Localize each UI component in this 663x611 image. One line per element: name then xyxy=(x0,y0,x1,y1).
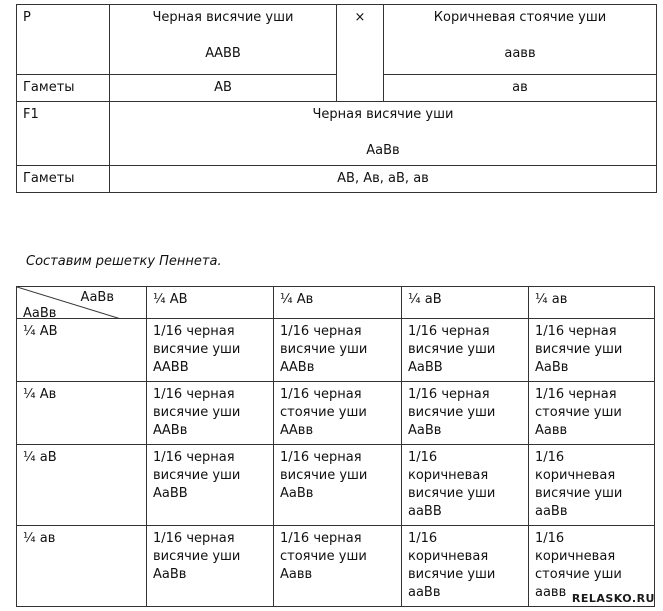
cell-line: АаВВ xyxy=(153,486,188,501)
gamete-father: ав xyxy=(384,75,657,102)
punnett-cell xyxy=(402,445,529,526)
cell-line: висячие уши xyxy=(280,342,368,357)
cell-line: 1/16 xyxy=(408,531,438,546)
row-header: ¼ АВ xyxy=(17,319,147,382)
punnett-cell xyxy=(274,445,402,526)
cell-line: висячие уши xyxy=(280,468,368,483)
row-header: ¼ аВ xyxy=(17,445,147,526)
f1-genotype: АаВв xyxy=(366,143,400,158)
cell-line: Аавв xyxy=(535,423,568,438)
cell-line: висячие уши xyxy=(153,549,241,564)
punnett-caption: Составим решетку Пеннета. xyxy=(26,254,222,269)
p-mother-genotype: ААВВ xyxy=(205,46,241,61)
p-father-phenotype: Коричневая стоячие уши xyxy=(433,10,607,25)
column-header: ¼ аВ xyxy=(402,287,529,319)
cell-line: висячие уши xyxy=(408,405,496,420)
cell-line: 1/16 черная xyxy=(535,324,617,339)
cell-line: ааВВ xyxy=(408,504,442,519)
cell-line: висячие уши xyxy=(408,342,496,357)
watermark: RELASKO.RU xyxy=(571,592,655,605)
row-header: ¼ Ав xyxy=(17,382,147,445)
cell-line: коричневая xyxy=(535,468,616,483)
row-header: ¼ ав xyxy=(17,526,147,607)
cell-line: коричневая xyxy=(535,549,616,564)
p-label: Р xyxy=(17,5,110,75)
cell-line: 1/16 черная xyxy=(280,387,362,402)
cell-line: ААВв xyxy=(153,423,188,438)
column-header: ¼ Ав xyxy=(274,287,402,319)
cell-line: стоячие уши xyxy=(535,405,622,420)
cell-line: ААВВ xyxy=(153,360,189,375)
cell-line: 1/16 xyxy=(535,531,565,546)
table-row xyxy=(17,319,655,382)
cell-line: висячие уши xyxy=(535,342,623,357)
cell-line: 1/16 черная xyxy=(280,450,362,465)
punnett-cell xyxy=(402,382,529,445)
cell-line: висячие уши xyxy=(153,468,241,483)
punnett-cell xyxy=(529,445,655,526)
cell-line: АаВВ xyxy=(408,360,443,375)
corner-top-label: АаВв xyxy=(80,290,114,305)
cell-line: 1/16 черная xyxy=(153,450,235,465)
cell-line: АаВв xyxy=(408,423,442,438)
cell-line: 1/16 черная xyxy=(153,531,235,546)
cell-line: 1/16 черная xyxy=(280,531,362,546)
punnett-cell xyxy=(529,319,655,382)
cross-table xyxy=(16,4,657,193)
cell-line: АаВв xyxy=(280,486,314,501)
punnett-cell xyxy=(147,382,274,445)
gametes-label: Гаметы xyxy=(17,75,110,102)
cell-line: АаВв xyxy=(535,360,569,375)
cell-line: ааВв xyxy=(535,504,568,519)
cell-line: ААвв xyxy=(280,423,314,438)
punnett-square xyxy=(16,286,655,607)
cell-line: висячие уши xyxy=(153,342,241,357)
cell-line: висячие уши xyxy=(408,567,496,582)
cross-symbol: × xyxy=(337,5,384,102)
punnett-cell xyxy=(402,319,529,382)
cell-line: стоячие уши xyxy=(280,549,367,564)
cell-line: 1/16 черная xyxy=(153,324,235,339)
cell-line: висячие уши xyxy=(153,405,241,420)
f1-phenotype: Черная висячие уши xyxy=(312,107,454,122)
cell-line: коричневая xyxy=(408,468,489,483)
cell-line: 1/16 xyxy=(408,450,438,465)
cell-line: аавв xyxy=(535,585,567,600)
table-row xyxy=(17,445,655,526)
cell-line: Аавв xyxy=(280,567,313,582)
f1-gametes: АВ, Ав, аВ, ав xyxy=(110,166,657,193)
cell-line: 1/16 черная xyxy=(408,387,490,402)
column-header: ¼ ав xyxy=(529,287,655,319)
p-mother-cell xyxy=(110,5,337,75)
f1-label: F1 xyxy=(17,102,110,166)
cell-line: висячие уши xyxy=(408,486,496,501)
cell-line: 1/16 черная xyxy=(408,324,490,339)
punnett-cell xyxy=(529,382,655,445)
p-father-cell xyxy=(384,5,657,75)
punnett-cell xyxy=(274,319,402,382)
corner-bottom-label: АаВв xyxy=(23,306,57,319)
cell-line: 1/16 черная xyxy=(535,387,617,402)
column-header: ¼ АВ xyxy=(147,287,274,319)
cell-line: висячие уши xyxy=(535,486,623,501)
cell-line: ааВв xyxy=(408,585,441,600)
cell-line: 1/16 черная xyxy=(280,324,362,339)
punnett-cell xyxy=(147,445,274,526)
punnett-cell xyxy=(274,526,402,607)
cell-line: АаВв xyxy=(153,567,187,582)
punnett-corner xyxy=(17,287,147,319)
table-row xyxy=(17,382,655,445)
cell-line: 1/16 черная xyxy=(153,387,235,402)
punnett-cell xyxy=(147,319,274,382)
gamete-mother: АВ xyxy=(110,75,337,102)
cell-line: 1/16 xyxy=(535,450,565,465)
table-row xyxy=(17,526,655,607)
f1-cell xyxy=(110,102,657,166)
p-father-genotype: аавв xyxy=(504,46,536,61)
cell-line: коричневая xyxy=(408,549,489,564)
punnett-cell xyxy=(147,526,274,607)
f1-gametes-label: Гаметы xyxy=(17,166,110,193)
p-mother-phenotype: Черная висячие уши xyxy=(152,10,294,25)
punnett-cell xyxy=(274,382,402,445)
punnett-cell xyxy=(402,526,529,607)
cell-line: стоячие уши xyxy=(535,567,622,582)
cell-line: ААВв xyxy=(280,360,315,375)
cell-line: стоячие уши xyxy=(280,405,367,420)
